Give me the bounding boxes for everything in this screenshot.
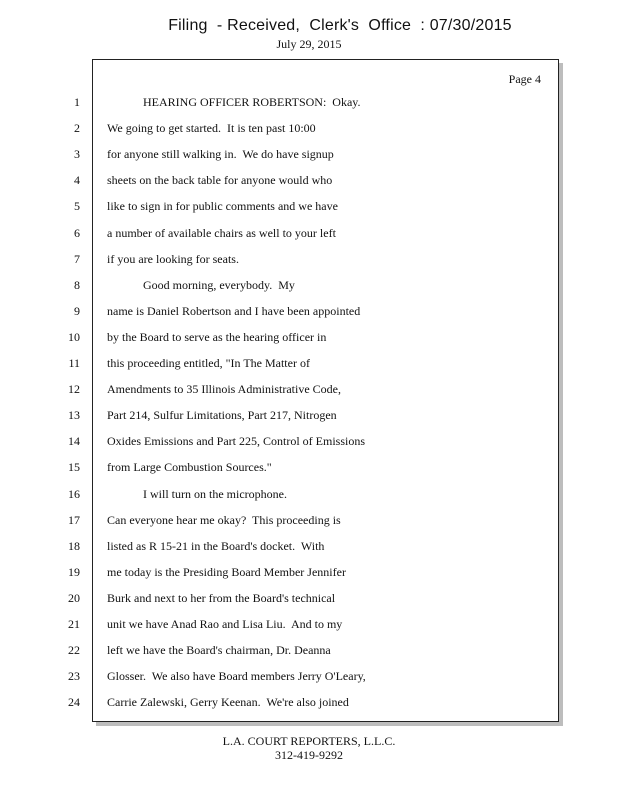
line-number: 23 [68,669,80,683]
line-number: 3 [74,147,80,161]
line-number: 6 [74,226,80,240]
line-number: 21 [68,617,80,631]
line-number: 10 [68,330,80,344]
line-text: Carrie Zalewski, Gerry Keenan. We're also joined [107,695,349,709]
line-text: unit we have Anad Rao and Lisa Liu. And to my [107,617,343,631]
line-number: 13 [68,408,80,422]
line-number: 9 [74,304,80,318]
line-text: listed as R 15-21 in the Board's docket. With [107,539,325,553]
line-text: Good morning, everybody. My [107,278,295,292]
line-text: this proceeding entitled, "In The Matter of [107,356,310,370]
line-text: from Large Combustion Sources." [107,460,272,474]
line-text: Part 214, Sulfur Limitations, Part 217, Nitrogen [107,408,337,422]
line-number: 22 [68,643,80,657]
line-number: 20 [68,591,80,605]
line-text: a number of available chairs as well to your left [107,226,336,240]
court-reporter-name: L.A. COURT REPORTERS, L.L.C. [222,734,396,748]
page-number: Page 4 [508,72,541,86]
line-number: 11 [68,356,80,370]
line-number: 17 [68,513,80,527]
line-number: 18 [68,539,80,553]
line-number: 8 [74,278,80,292]
line-number: 12 [68,382,80,396]
line-text: by the Board to serve as the hearing officer in [107,330,327,344]
line-text: left we have the Board's chairman, Dr. Deanna [107,643,331,657]
line-text: Oxides Emissions and Part 225, Control of Emissions [107,434,365,448]
line-text: if you are looking for seats. [107,252,239,266]
line-number: 5 [74,199,80,213]
filing-stamp: Filing - Received, Clerk's Office : 07/30/2015 [168,17,512,34]
line-text: like to sign in for public comments and we have [107,199,338,213]
line-text: HEARING OFFICER ROBERTSON: Okay. [107,95,361,109]
transcript-date: July 29, 2015 [276,37,342,51]
line-text: Amendments to 35 Illinois Administrative Code, [107,382,341,396]
line-text: Can everyone hear me okay? This proceeding is [107,513,341,527]
line-number: 16 [68,487,80,501]
line-text: Glosser. We also have Board members Jerry O'Leary, [107,669,366,683]
court-reporter-phone: 312-419-9292 [275,748,343,762]
line-number: 1 [74,95,80,109]
line-number: 24 [68,695,80,709]
line-text: me today is the Presiding Board Member Jennifer [107,565,346,579]
line-number: 14 [68,434,80,448]
line-text: for anyone still walking in. We do have signup [107,147,334,161]
line-number: 19 [68,565,80,579]
line-number: 2 [74,121,80,135]
line-number: 4 [74,173,80,187]
line-number: 15 [68,460,80,474]
line-text: Burk and next to her from the Board's technical [107,591,336,605]
line-text: We going to get started. It is ten past 10:00 [107,121,316,135]
line-number: 7 [74,252,80,266]
line-text: name is Daniel Robertson and I have been appointed [107,304,361,318]
line-text: I will turn on the microphone. [107,487,287,501]
line-text: sheets on the back table for anyone would who [107,173,333,187]
